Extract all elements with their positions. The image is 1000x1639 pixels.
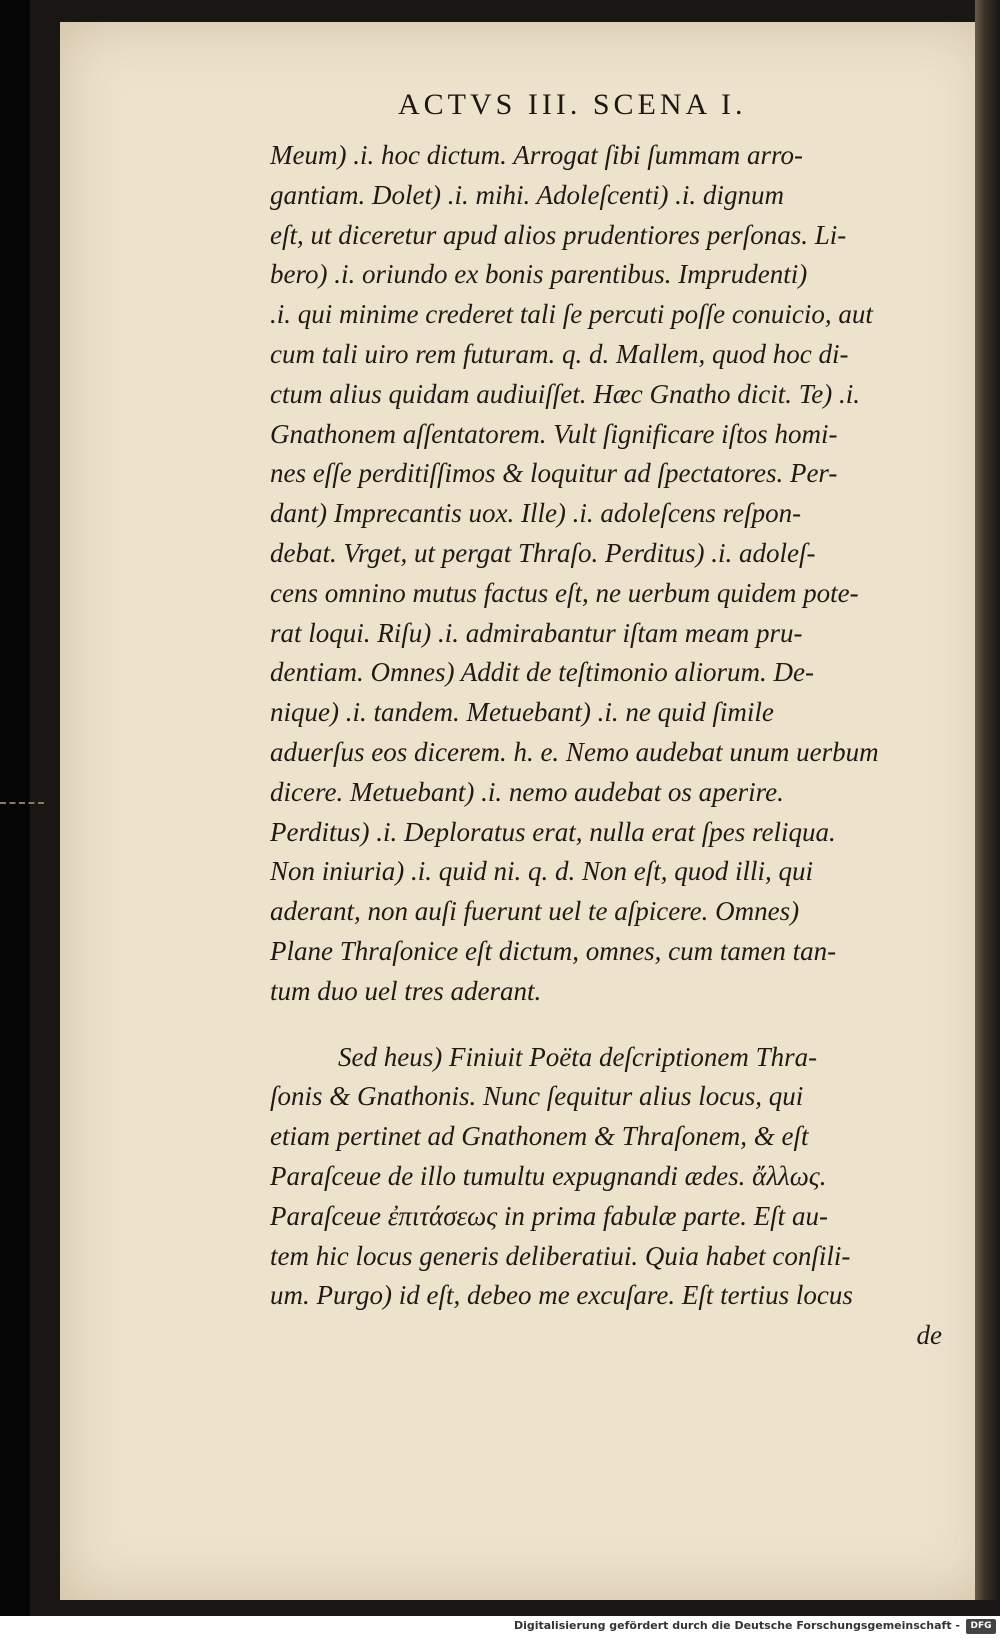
text-line: tem hic locus generis deliberatiui. Quia habet conſili- [270, 1240, 851, 1271]
text-line: Paraſceue ἐπιτάσεως in prima fabulæ parte. Eſt au- [270, 1200, 828, 1231]
catchword: de [916, 1320, 942, 1351]
text-line: dicere. Metuebant) .i. nemo audebat os aperire. [270, 776, 784, 807]
text-line: debat. Vrget, ut pergat Thraſo. Perditus) .i. adoleſ- [270, 537, 816, 568]
text-line: Meum) .i. hoc dictum. Arrogat ſibi ſummam arro- [270, 140, 803, 170]
text-line: Perditus) .i. Deploratus erat, nulla erat ſpes reliqua. [270, 816, 836, 847]
text-line: Non iniuria) .i. quid ni. q. d. Non eſt, quod illi, qui [270, 856, 814, 887]
text-line: nique) .i. tandem. Metuebant) .i. ne quid ſimile [270, 697, 774, 728]
text-line: rat loqui. Riſu) .i. admirabantur iſtam meam pru- [270, 617, 803, 648]
text-line: ſonis & Gnathonis. Nunc ſequitur alius locus, qui [270, 1081, 804, 1112]
text-line: bero) .i. oriundo ex bonis parentibus. Imprudenti) [270, 259, 808, 290]
text-line: ctum alius quidam audiuiſſet. Hæc Gnatho dicit. Te) .i. [270, 378, 860, 409]
text-line: etiam pertinet ad Gnathonem & Thraſonem, & eſt [270, 1121, 809, 1152]
text-line: tum duo uel tres aderant. [270, 975, 542, 1006]
left-edge-marks [0, 802, 44, 804]
text-line: aderant, non auſi fuerunt uel te aſpicere. Omnes) [270, 896, 800, 927]
commentary-text [270, 136, 970, 1356]
text-line: gantiam. Dolet) .i. mihi. Adoleſcenti) .i. dignum [270, 179, 784, 210]
running-header: ACTVS III. SCENA I. [398, 88, 747, 121]
text-line: eſt, ut diceretur apud alios prudentiores perſonas. Li- [270, 219, 847, 250]
text-line: cens omnino mutus factus eſt, ne uerbum quidem pote- [270, 577, 859, 608]
book-spine [975, 0, 1000, 1600]
text-line: dentiam. Omnes) Addit de teſtimonio aliorum. De- [270, 657, 814, 688]
paragraph-gap [270, 1012, 970, 1038]
left-background [0, 0, 30, 1639]
text-line: dant) Imprecantis uox. Ille) .i. adoleſcens reſpon- [270, 498, 802, 529]
dfg-logo: DFG [966, 1619, 996, 1634]
text-line: aduerſus eos dicerem. h. e. Nemo audebat unum uerbum [270, 736, 879, 767]
text-line: um. Purgo) id eſt, debeo me excuſare. Eſt tertius locus [270, 1280, 853, 1311]
text-line: nes eſſe perditiſſimos & loquitur ad ſpectatores. Per- [270, 458, 838, 489]
text-line: Gnathonem aſſentatorem. Vult ſignificare iſtos homi- [270, 418, 838, 449]
text-line: cum tali uiro rem futuram. q. d. Mallem, quod hoc di- [270, 338, 849, 369]
digitization-credit: Digitalisierung gefördert durch die Deutsche Forschungsgemeinschaft - [513, 1619, 960, 1632]
text-line: .i. qui minime crederet tali ſe percuti poſſe conuicio, aut [270, 299, 873, 330]
text-line: Plane Thraſonice eſt dictum, omnes, cum tamen tan- [270, 935, 837, 966]
text-line: Paraſceue de illo tumultu expugnandi ædes. ἄλλως. [270, 1160, 827, 1191]
text-line: Sed heus) Finiuit Poëta deſcriptionem Thra- [338, 1041, 818, 1072]
